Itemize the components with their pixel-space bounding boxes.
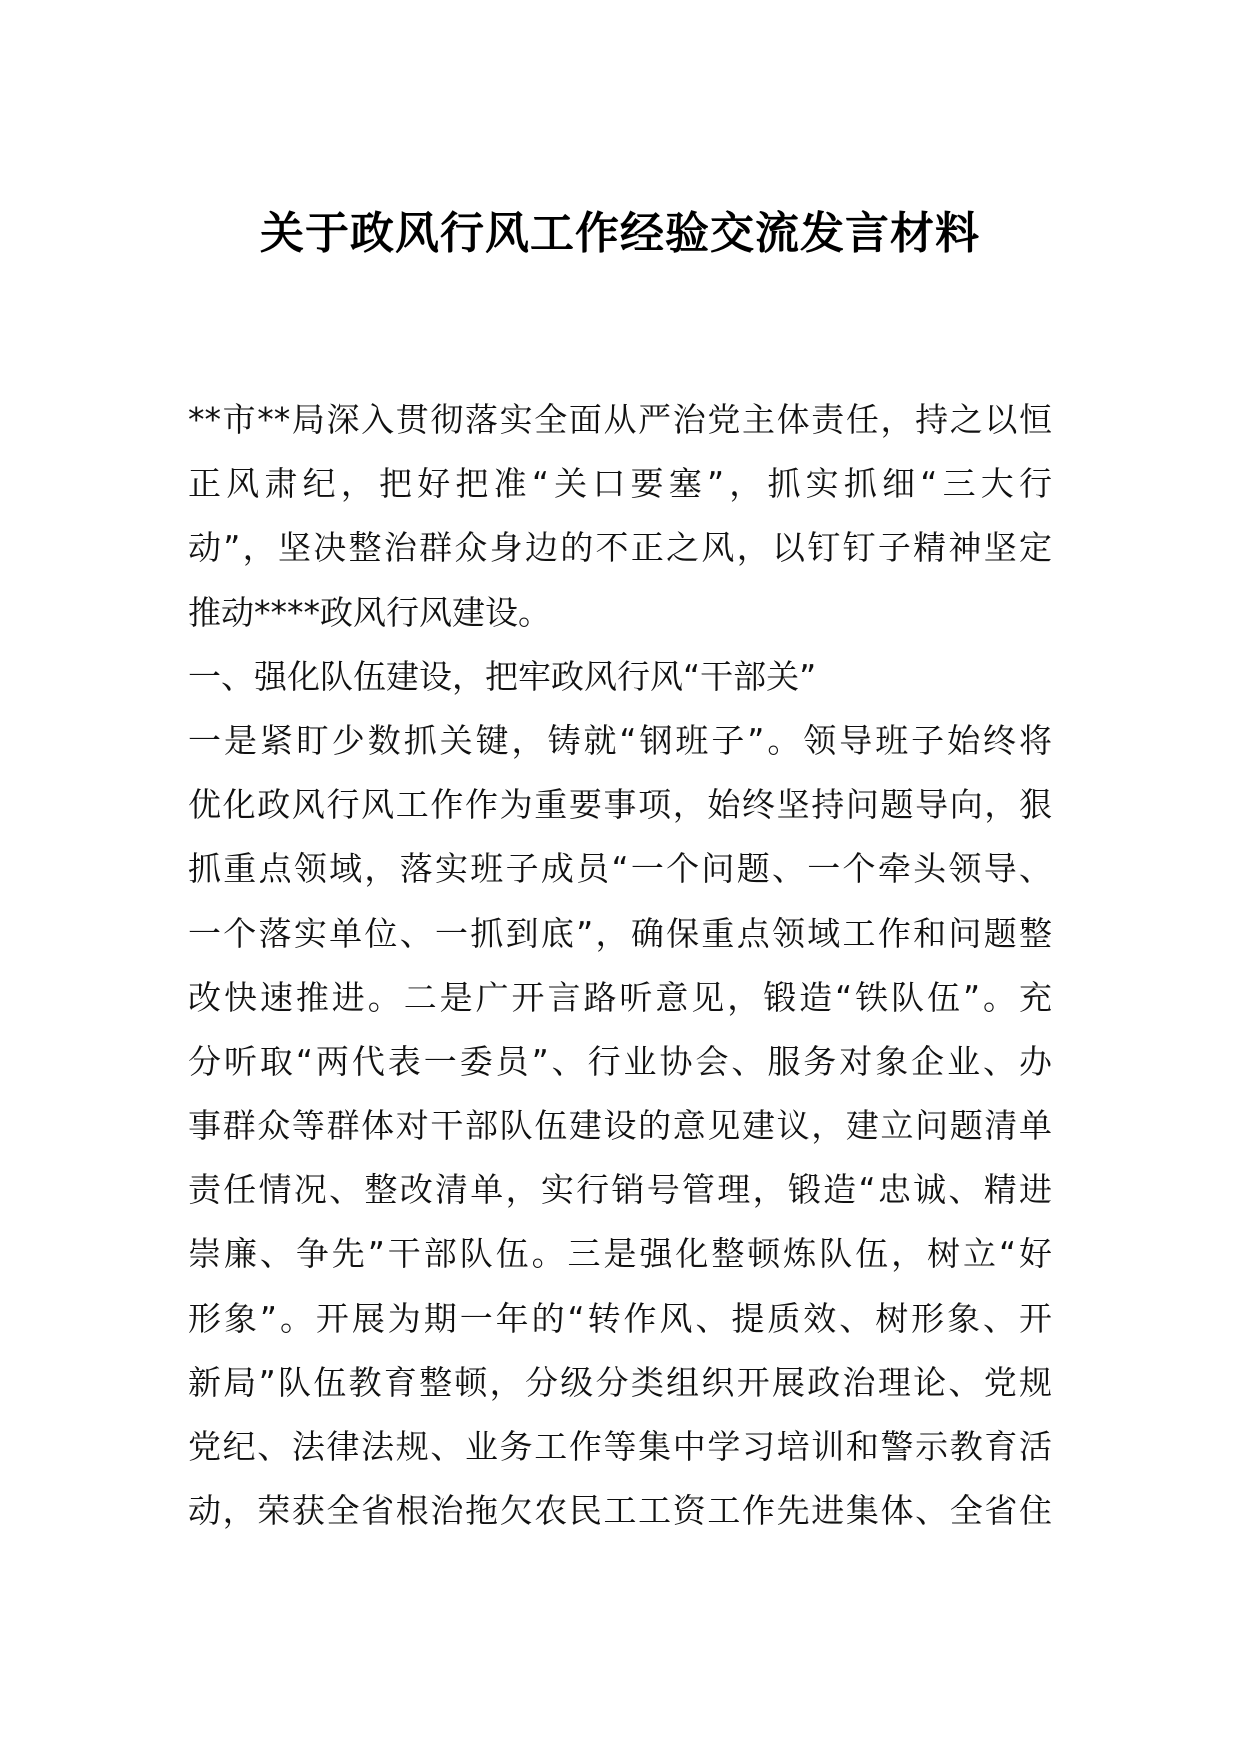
section-paragraph-line: 优化政风行风工作作为重要事项，始终坚持问题导向，狠	[188, 785, 1052, 825]
document-body	[188, 388, 1052, 1543]
intro-paragraph-line: 推动****政风行风建设。	[188, 592, 551, 632]
section-paragraph-line: 新局”队伍教育整顿，分级分类组织开展政治理论、党规	[188, 1362, 1052, 1402]
intro-paragraph-line: **市**局深入贯彻落实全面从严治党主体责任，持之以恒	[188, 400, 1052, 439]
section-paragraph-line: 形象”。开展为期一年的“转作风、提质效、树形象、开	[188, 1298, 1052, 1338]
section-paragraph-line: 一个落实单位、一抓到底”，确保重点领域工作和问题整	[188, 913, 1052, 953]
section-paragraph-line: 一是紧盯少数抓关键，铸就“钢班子”。领导班子始终将	[188, 720, 1052, 760]
section-paragraph-line: 崇廉、争先”干部队伍。三是强化整顿炼队伍，树立“好	[188, 1234, 1052, 1274]
section-paragraph-line: 动，荣获全省根治拖欠农民工工资工作先进集体、全省住	[188, 1491, 1052, 1531]
section-paragraph-line: 责任情况、整改清单，实行销号管理，锻造“忠诚、精进	[188, 1170, 1052, 1210]
section-heading: 一、强化队伍建设，把牢政风行风“干部关”	[188, 656, 817, 696]
document-title: 关于政风行风工作经验交流发言材料	[260, 208, 980, 259]
section-paragraph-line: 抓重点领域，落实班子成员“一个问题、一个牵头领导、	[188, 849, 1052, 889]
intro-paragraph-line: 正风肃纪，把好把准“关口要塞”，抓实抓细“三大行	[188, 464, 1052, 504]
intro-paragraph-line: 动”，坚决整治群众身边的不正之风，以钉钉子精神坚定	[188, 528, 1052, 568]
section-paragraph-line: 事群众等群体对干部队伍建设的意见建议，建立问题清单	[188, 1106, 1052, 1146]
section-paragraph-line: 改快速推进。二是广开言路听意见，锻造“铁队伍”。充	[188, 977, 1052, 1017]
section-paragraph-line: 党纪、法律法规、业务工作等集中学习培训和警示教育活	[188, 1427, 1052, 1466]
section-paragraph-line: 分听取“两代表一委员”、行业协会、服务对象企业、办	[188, 1041, 1052, 1081]
